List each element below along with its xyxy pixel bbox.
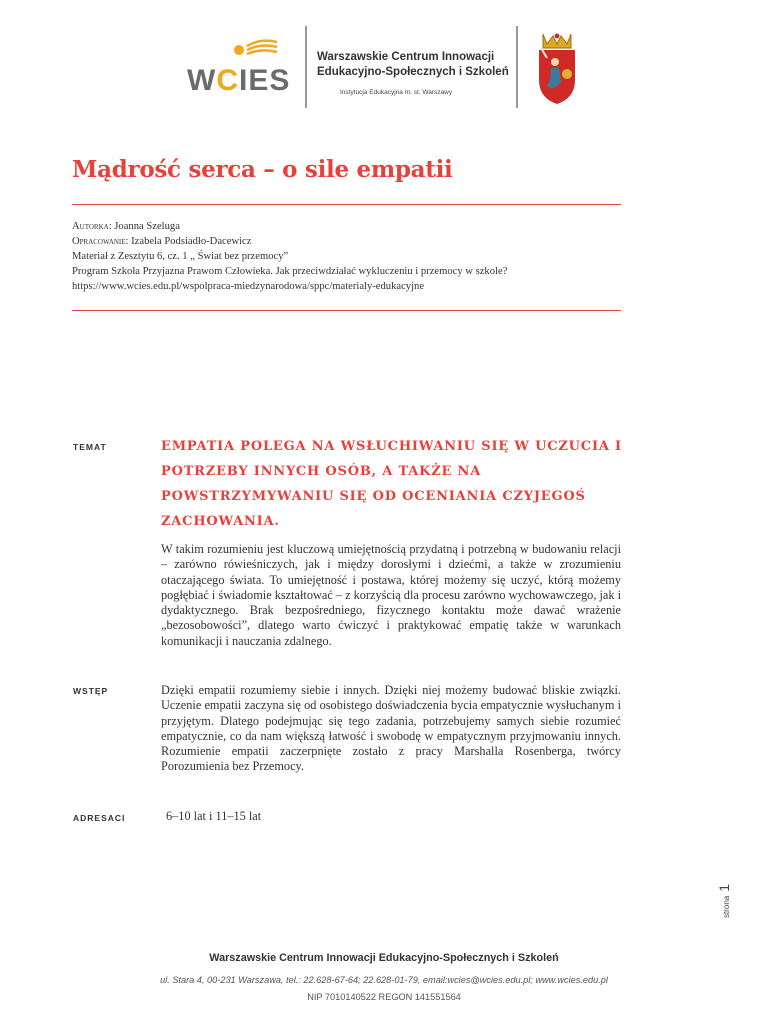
- editor-line: Opracowanie: Izabela Podsiadło-Dacewicz: [72, 236, 252, 247]
- header-logo-band: [175, 18, 595, 114]
- wstep-label: WSTĘP: [73, 686, 109, 696]
- material-line: Materiał z Zesztytu 6, cz. 1 „ Świat bez przemocy”: [72, 251, 289, 262]
- page-number-value: 1: [716, 883, 733, 892]
- wstep-paragraph: Dzięki empatii rozumiemy siebie i innych. Dzięki niej możemy budować bliskie związki. Uczenie empatii zaczyna się od osobistego doświadczenia bycia empatycznie wysłuchanym i przyjętym. Dlatego podejmując się tego zadania, potrzebujemy samych siebie rozumieć empatycznie, co da nam większą łatwość i swobodę w empatycznym przyjmowaniu innych. Rozumienie empatii zaczerpnięte zostało z pracy Marshalla Rosenberga, twórcy Porozumienia bez Przemocy.: [161, 683, 621, 774]
- org-subtitle: Instytucja Edukacyjna m. st. Warszawy: [340, 89, 453, 96]
- logo-wordmark: WCIES: [187, 64, 291, 97]
- footer-address: ul. Stara 4, 00-231 Warszawa, tel.: 22.628-67-64; 22.628-01-79, email:wcies@wcies.edu.pl; www.wcies.edu.pl: [160, 975, 608, 985]
- author-line: Autorka: Joanna Szeluga: [72, 221, 180, 232]
- footer-org-name: Warszawskie Centrum Innowacji Edukacyjno-Społecznych i Szkoleń: [209, 952, 559, 964]
- page-label: strona: [722, 895, 732, 919]
- title-rule: [72, 204, 621, 205]
- adresaci-value: 6–10 lat i 11–15 lat: [166, 809, 262, 823]
- page-number: [716, 872, 752, 932]
- footer-nip-regon: NIP 7010140522 REGON 141551564: [307, 992, 461, 1002]
- program-line: Program Szkoła Przyjazna Prawom Człowieka. Jak przeciwdziałać wykluczeniu i przemocy w szkole?: [72, 266, 508, 277]
- adresaci-label: ADRESACI: [73, 813, 126, 823]
- temat-paragraph: W takim rozumieniu jest kluczową umiejętnością przydatną i potrzebną w budowaniu relacji – zarówno rówieśniczych, jak i między dorosłymi i dziećmi, a także w zrozumieniu otaczającego świata. To umiejętność i postawa, której możemy się uczyć, którą możemy pogłębiać i świadomie kształtować – z korzyścią dla procesu zarówno wychowawczego, jak i dydaktycznego. Brak bezpośredniego, fizycznego kontaktu może dawać wrażenie „bezosobowości”, dlatego warto ćwiczyć i praktykować empatię także w warunkach komunikacji i nauczania zdalnego.: [161, 542, 621, 648]
- header-divider: [305, 26, 307, 108]
- source-url[interactable]: https://www.wcies.edu.pl/wspolpraca-miedzynarodowa/sppc/materialy-edukacyjne: [72, 281, 425, 292]
- logo-swoosh-icon: [221, 38, 281, 62]
- temat-label: TEMAT: [73, 442, 107, 452]
- org-name: Warszawskie Centrum Innowacji Edukacyjno-Społecznych i Szkoleń: [317, 51, 509, 78]
- header-divider: [516, 26, 518, 108]
- temat-heading: EMPATIA POLEGA NA WSŁUCHIWANIU SIĘ W UCZUCIA I POTRZEBY INNYCH OSÓB, A TAKŻE NA POWSTRZYMYWANIU SIĘ OD OCENIANIA CZYJEGOŚ ZACHOWANIA.: [161, 439, 622, 529]
- document-title: Mądrość serca – o sile empatii: [72, 156, 453, 183]
- wcies-logo: [187, 32, 297, 106]
- warsaw-coat-of-arms-icon: [533, 28, 581, 106]
- metadata-rule: [72, 310, 621, 311]
- document-metadata: [72, 219, 507, 294]
